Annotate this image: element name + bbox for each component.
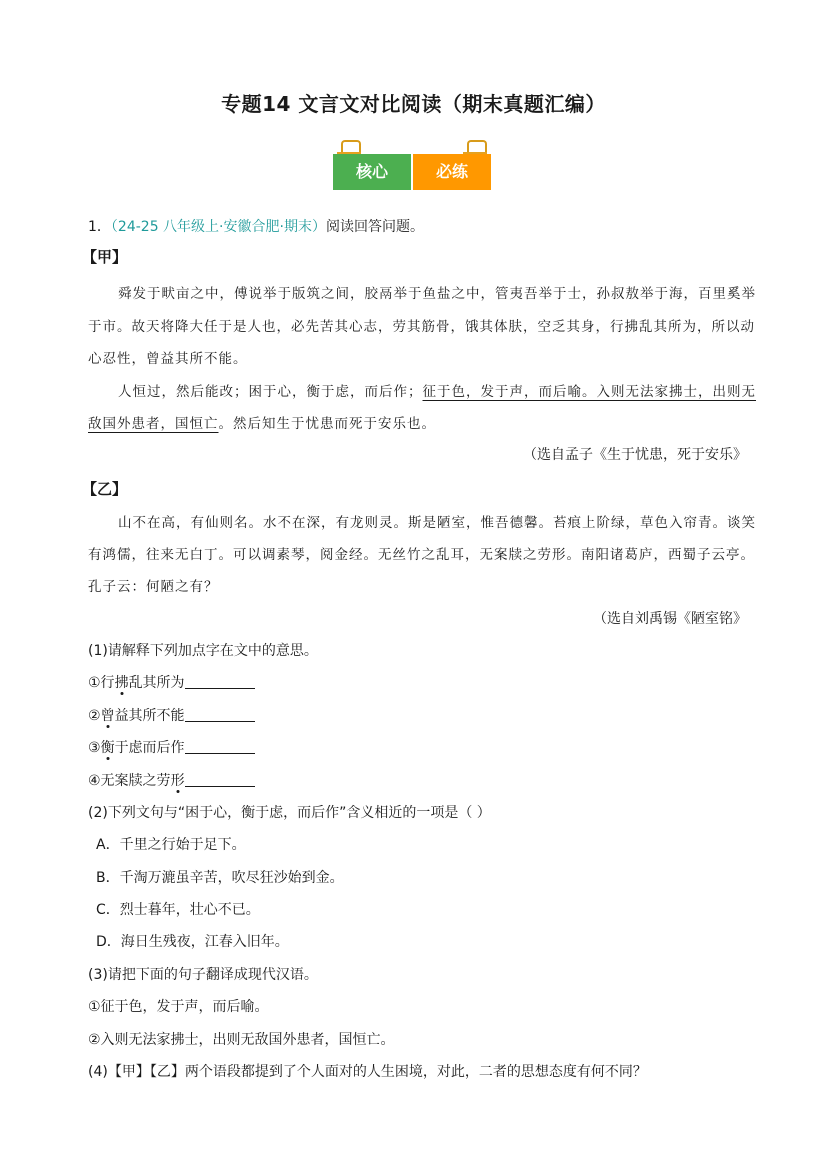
sub-question-3-item: ①征于色，发于声，而后喻。 [88,999,269,1015]
passage-jia-line [118,380,756,400]
question-instruction: 阅读回答问题。 [325,219,424,235]
option-a[interactable]: A．千里之行始于足下。 [96,837,246,853]
sub-question-3-item: ②入则无法家拂士，出则无敌国外患者，国恒亡。 [88,1032,395,1048]
option-d[interactable]: D．海日生残夜，江春入旧年。 [96,934,289,950]
answer-blank[interactable] [185,707,255,722]
question-1-header [88,216,424,236]
option-c[interactable]: C．烈士暮年，壮心不已。 [96,902,260,918]
dotted-char: 形 [170,773,185,789]
badge-right-label: 必练 [413,154,491,190]
sub-question-1-prompt: (1)请解释下列加点字在文中的意思。 [88,643,318,659]
answer-blank[interactable] [185,772,255,787]
passage-yi-label: 【乙】 [82,480,128,498]
sub-question-4-prompt: (4)【甲】【乙】两个语段都提到了个人面对的人生困境，对此，二者的思想态度有何不同？ [88,1064,647,1080]
passage-yi-citation: （选自刘禹锡《陋室铭》 [593,611,747,627]
page-title: 专题14 文言文对比阅读（期末真题汇编） [221,92,606,116]
badge-left-label: 核心 [333,154,411,190]
option-b[interactable]: B．千淘万漉虽辛苦，吹尽狂沙始到金。 [96,870,344,886]
passage-yi-line: 有鸿儒，往来无白丁。可以调素琴，阅金经。无丝竹之乱耳，无案牍之劳形。南阳诸葛庐，西蜀子云亭。 [88,547,755,563]
dotted-char: 曾 [100,708,115,724]
answer-blank[interactable] [185,739,255,754]
passage-yi-line: 山不在高，有仙则名。水不在深，有龙则灵。斯是陋室，惟吾德馨。苔痕上阶绿，草色入帘青。谈笑 [118,515,756,531]
sub-question-1-item: ③衡于虑而后作 [88,737,255,757]
answer-blank[interactable] [185,674,255,689]
passage-yi-line: 孔子云：何陋之有？ [88,579,219,595]
question-number: 1． [88,219,111,235]
sub-question-1-item: ④无案牍之劳形 [88,770,255,790]
passage-jia-label: 【甲】 [82,248,128,266]
passage-jia-line: 心忍性，曾益其所不能。 [88,351,248,367]
passage-jia-text: 人恒过，然后能改；困于心，衡于虑，而后作； [118,384,423,400]
sub-question-3-prompt: (3)请把下面的句子翻译成现代汉语。 [88,967,318,983]
core-practice-badge [333,136,493,196]
dotted-char: 衡 [100,740,115,756]
sub-question-2-prompt: (2)下列文句与“困于心，衡于虑，而后作”含义相近的一项是（ ） [88,805,491,821]
passage-jia-line: 于市。故天将降大任于是人也，必先苦其心志，劳其筋骨，饿其体肤，空乏其身，行拂乱其所为，所以动 [88,319,755,335]
sub-question-1-item: ①行拂乱其所为 [88,672,255,692]
passage-jia-text: 。然后知生于忧患而死于安乐也。 [218,416,436,432]
underlined-sentence: 敌国外患者，国恒亡 [88,416,219,432]
passage-jia-line: 舜发于畎亩之中，傅说举于版筑之间，胶鬲举于鱼盐之中，管夷吾举于士，孙叔敖举于海，百里奚举 [118,286,756,302]
passage-jia-citation: （选自孟子《生于忧患，死于安乐》 [523,447,747,463]
underlined-sentence: 征于色，发于声，而后喻。入则无法家拂士，出则无 [422,384,756,400]
question-source: （24-25 八年级上·安徽合肥·期末） [110,219,326,235]
dotted-char: 拂 [114,675,129,691]
passage-jia-line [88,412,436,432]
sub-question-1-item: ②曾益其所不能 [88,705,255,725]
